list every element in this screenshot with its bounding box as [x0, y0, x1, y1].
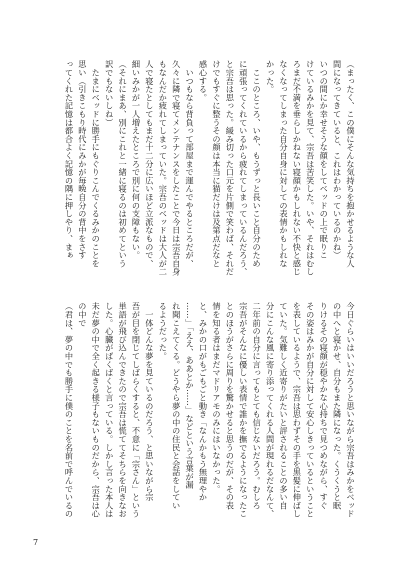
text-line: 分にこんな風に寄り添ってくれる人間が現れるだなんて、 [265, 302, 276, 518]
text-line: 間になってきていると、これはわかっているのかね） [332, 60, 343, 260]
text-line: 久々に隣で寝てメンテナンスをしたことで今日は宗吾自身 [171, 60, 182, 276]
text-line: の中へと寝かせ、自分もまた隣になった。くうくうと眠 [332, 302, 343, 510]
lower-text-block [45, 302, 357, 530]
text-line: 情を知る者はまだマドリアモのみにはいなかった。 [211, 302, 222, 493]
text-line: ろまだ不満を垂らしかねない寝顔かもしれない不快と感じ [292, 60, 303, 276]
text-line: 未だ夢の中で全く起きる様子もないものだから、宗吾は心 [91, 302, 102, 518]
text-line: とのほうがさらに周りを驚かせると思うのだが、その表 [225, 302, 236, 510]
text-line: と宗吾は思った。緩み切った口元を片側で笑わば、それだ [225, 60, 236, 276]
text-line: （それにまあ、別にこれと一緒に寝るのは初めてという [118, 60, 129, 268]
text-line: れ聞こえてくる。どうやら夢の中の住民と会話をしてい [171, 302, 182, 510]
text-line: 細いみかが一人増えたところで別に何の支障もない。 [131, 60, 142, 260]
text-line: ここのところ、いや、もうずっと長いこと自分のため [252, 60, 263, 268]
text-line: 単語が飛び込んできたので宗吾は慌ててそちらを向きなお [118, 302, 129, 518]
text-line: （まったく、この僕にそんな気持ちを抱かせるような人 [346, 60, 356, 268]
text-line: 訳でもないしね） [104, 60, 115, 127]
text-line: ……」「ええ、ああとか……」などという言葉が漏 [185, 302, 196, 489]
text-line: 宗吾がそんなに優しい表情で誰かを撫でるようになったこ [238, 302, 249, 518]
text-line: るようだった。 [158, 302, 169, 361]
text-line: 一体どんな夢を見ているのだろう、と思いながら宗 [144, 302, 155, 502]
text-line: 二年前の自分に言ってもとても信じないだろう。むしろ [252, 302, 263, 510]
text-line: りけるその寝顔が穏やかな心持ちで見つめながら、すぐ [319, 302, 330, 510]
text-line: かった。 [265, 60, 276, 94]
text-line: いつもなら背負って部屋まで運んでやるところだが、 [185, 60, 196, 268]
text-line: けでもすぐに整うその顔は本当に猫だけは及第点だなと [211, 60, 222, 268]
text-line: ってくれた記憶は都合よく記憶の隅に押しやり、まぁ [64, 60, 75, 260]
text-line: たまにベッドに勝手にもぐりこんでくるみかのことを [91, 60, 102, 268]
text-line: 今日ぐらいはいいだろうと思いながら宗吾はみかをベッド [346, 302, 356, 518]
upper-text-block [45, 60, 357, 282]
text-line: 人で寝たとしてもまだ十二分に広いほど立派なもので、 [144, 60, 155, 268]
text-line: なくなってしまった自分自身に対しての表情かもしれな [278, 60, 289, 268]
text-line: けているみかを見て、宗吾は苦笑した。いや、それはむし [305, 60, 316, 276]
text-line: 感心する。 [198, 60, 209, 102]
text-line: の中で [77, 302, 88, 327]
page-number: 7 [33, 538, 39, 547]
text-line: 吾が目を閉じてしばらくすると、不意に「宗さん」という [131, 302, 142, 518]
text-line: 思い（引きこもり時代にみかが毎晩自分の背中をさす [77, 60, 88, 260]
text-line: （君は、夢の中でも勝手に僕のことを名前で呼んでいるの [64, 302, 75, 518]
text-line: ていた。気難しく近寄りがたいと評されることの多い自 [278, 302, 289, 510]
text-line: を表しているようで、宗吾は思わずその手を黒髪に伸ばし [292, 302, 303, 518]
text-line: いつの間にか幸せそうな顔をしてベッドの上で眠りこ [319, 60, 330, 260]
text-line: に頑張ってくれているから疲れてしまっているんだろう、 [238, 60, 249, 276]
text-line: その姿はみかが自分に対して安心しきっているということ [305, 302, 316, 518]
text-line: もなんだか疲れてしまっていた。宗吾のベッドは大人が二 [158, 60, 169, 276]
text-line: と、みかの口がもごもごと動き「なんかもう無理やか [198, 302, 209, 502]
text-line: した。心臓がばくばくと言っている。しかし言った本人は [104, 302, 115, 518]
